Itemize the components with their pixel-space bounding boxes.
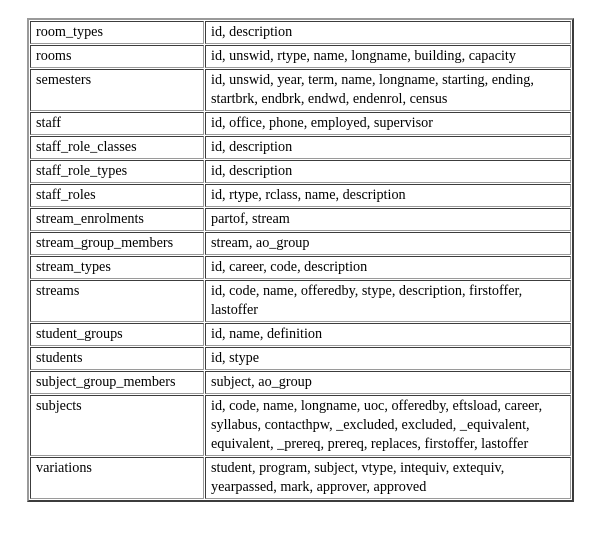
table-columns-cell: id, description	[205, 160, 571, 183]
table-columns-cell: stream, ao_group	[205, 232, 571, 255]
table-columns-cell: id, code, name, offeredby, stype, description, firstoffer, lastoffer	[205, 280, 571, 322]
table-row	[30, 347, 571, 370]
schema-table-body	[30, 21, 571, 499]
table-row	[30, 457, 571, 499]
table-columns-cell: id, code, name, longname, uoc, offeredby, eftsload, career, syllabus, contacthpw, _excluded, excluded, _equivalent, equivalent, _prereq, prereq, replaces, firstoffer, lastoffer	[205, 395, 571, 456]
table-name-cell: student_groups	[30, 323, 204, 346]
table-row	[30, 136, 571, 159]
table-name-cell: students	[30, 347, 204, 370]
table-row	[30, 395, 571, 456]
table-name-cell: stream_group_members	[30, 232, 204, 255]
table-columns-cell: id, stype	[205, 347, 571, 370]
table-row	[30, 256, 571, 279]
table-row	[30, 21, 571, 44]
table-row	[30, 160, 571, 183]
table-row	[30, 208, 571, 231]
table-name-cell: staff_role_types	[30, 160, 204, 183]
table-columns-cell: id, unswid, rtype, name, longname, building, capacity	[205, 45, 571, 68]
table-columns-cell: subject, ao_group	[205, 371, 571, 394]
table-columns-cell: id, office, phone, employed, supervisor	[205, 112, 571, 135]
table-columns-cell: id, career, code, description	[205, 256, 571, 279]
table-name-cell: stream_enrolments	[30, 208, 204, 231]
table-columns-cell: id, description	[205, 136, 571, 159]
table-row	[30, 69, 571, 111]
table-name-cell: streams	[30, 280, 204, 322]
table-row	[30, 371, 571, 394]
table-row	[30, 112, 571, 135]
table-name-cell: subjects	[30, 395, 204, 456]
schema-table	[27, 18, 574, 502]
table-name-cell: variations	[30, 457, 204, 499]
table-columns-cell: id, name, definition	[205, 323, 571, 346]
table-name-cell: staff_role_classes	[30, 136, 204, 159]
table-name-cell: staff_roles	[30, 184, 204, 207]
table-name-cell: semesters	[30, 69, 204, 111]
table-row	[30, 45, 571, 68]
table-row	[30, 232, 571, 255]
table-columns-cell: student, program, subject, vtype, intequiv, extequiv, yearpassed, mark, approver, approved	[205, 457, 571, 499]
table-row	[30, 184, 571, 207]
table-columns-cell: id, unswid, year, term, name, longname, starting, ending, startbrk, endbrk, endwd, endenrol, census	[205, 69, 571, 111]
table-name-cell: subject_group_members	[30, 371, 204, 394]
table-row	[30, 323, 571, 346]
table-columns-cell: partof, stream	[205, 208, 571, 231]
table-columns-cell: id, rtype, rclass, name, description	[205, 184, 571, 207]
table-name-cell: stream_types	[30, 256, 204, 279]
table-name-cell: staff	[30, 112, 204, 135]
table-columns-cell: id, description	[205, 21, 571, 44]
table-name-cell: room_types	[30, 21, 204, 44]
table-name-cell: rooms	[30, 45, 204, 68]
table-row	[30, 280, 571, 322]
